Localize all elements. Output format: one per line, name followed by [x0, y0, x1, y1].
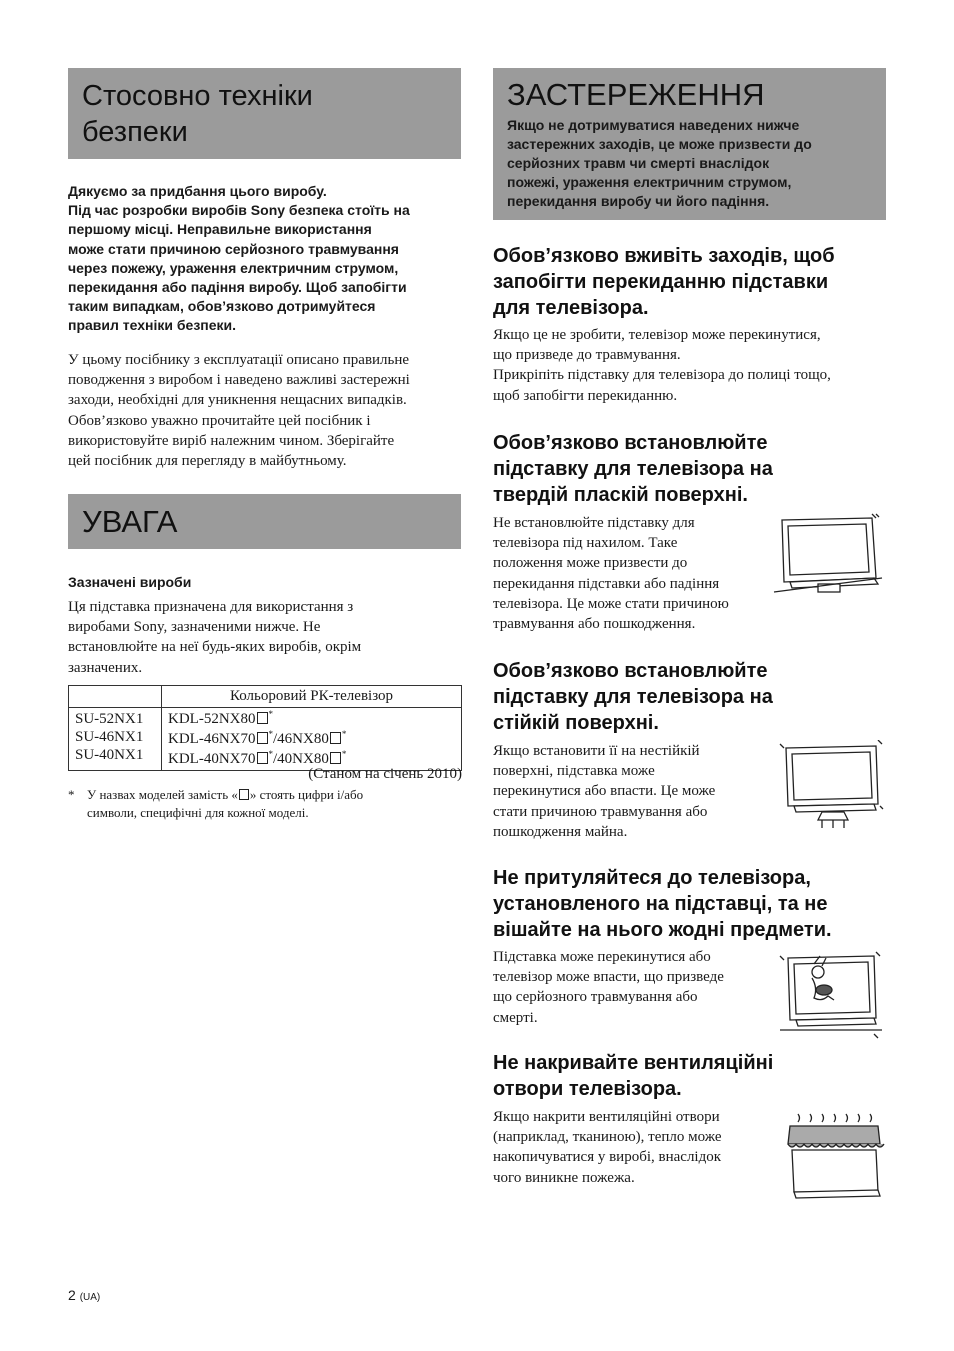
attention-title: УВАГА: [82, 504, 178, 539]
placeholder-box-icon: [257, 732, 268, 744]
warning-text: Якщо не дотримуватися наведених нижче застережних заходів, це може призвести до серйозних травм чи смерті внаслідок пожежі, ураження електричним струмом, перекидання виробу чи його падіння.: [507, 117, 812, 209]
intro-body-block: У цьому посібнику з експлуатації описано правильне поводження з виробом і наведено важливі застережні заходи, необхідні для уникнення нещасних випадків. Обов’язково уважно прочитайте цей посібник і використовуйте виріб належним чином. Зберігайте цей посібник для перегляду в майбутньому.: [68, 352, 410, 470]
as-of-date: (Станом на січень 2010): [308, 766, 462, 782]
footnote: * У назвах моделей замість « » стоять цифри і/або символи, специфічні для кожної моделі.: [68, 787, 364, 820]
covered-vents-tv-illustration: [782, 1110, 886, 1202]
section-heading: Обов’язково встановлюйте підставку для телевізора на твердій пласкій поверхні.: [493, 432, 773, 506]
safety-banner: [68, 68, 461, 159]
table-row: [69, 708, 462, 771]
products-body: Ця підставка призначена для використання з виробами Sony, зазначеними нижче. Не встановлюйте на неї будь-яких виробів, окрім зазначених.: [68, 599, 362, 676]
section-body: Якщо накрити вентиляційні отвори (наприклад, тканиною), тепло може накопичуватися у виробі, внаслідок чого виникне пожежа.: [493, 1109, 722, 1186]
products-heading: Зазначені вироби: [68, 574, 192, 590]
footnote-mark: *: [68, 787, 75, 802]
placeholder-box-icon: [257, 752, 268, 764]
models-table-wrap: [68, 685, 462, 771]
section-heading: Не накривайте вентиляційні отвори телевізора.: [493, 1052, 774, 1100]
table-header-row: [69, 686, 462, 708]
section-body: Якщо це не зробити, телевізор може перекинутися, що призведе до травмування. Прикріпіть підставку для телевізора до полиці тощо, щоб запобігти перекиданню.: [493, 327, 831, 404]
table-empty-cell: [69, 686, 162, 708]
section-heading: Не притуляйтеся до телевізора, установленого на підставці, та не вішайте на нього жодні предмети.: [493, 867, 832, 941]
tv-models-cell: KDL-52NX80 * KDL-46NX70 */46NX80 * KDL-40NX70 */40NX80 *: [162, 708, 462, 771]
placeholder-box-icon: [330, 752, 341, 764]
attention-banner: [68, 494, 461, 549]
section-body: Не встановлюйте підставку для телевізора під нахилом. Таке положення може призвести до перекидання підставки або падіння телевізора. Це може стати причиною травмування або пошкодження.: [493, 515, 729, 633]
unstable-stand-tv-illustration: [778, 740, 884, 830]
stand-models-cell: SU-52NX1 SU-46NX1 SU-40NX1: [69, 708, 162, 771]
placeholder-box-icon: [239, 789, 249, 800]
placeholder-box-icon: [257, 712, 268, 724]
warning-title: ЗАСТЕРЕЖЕННЯ: [507, 77, 765, 112]
warning-banner: [493, 68, 886, 220]
section-heading: Обов’язково встановлюйте підставку для телевізора на стійкій поверхні.: [493, 660, 773, 734]
section-heading: Обов’язково вживіть заходів, щоб запобігти перекиданню підставки для телевізора.: [493, 245, 835, 319]
intro-bold-block: Дякуємо за придбання цього виробу. Під час розробки виробів Sony безпека стоїть на першому місці. Неправильне використання може стати причиною серйозного травмування через пожежу, ураження електричним струмом, перекидання або падіння виробу. Щоб запобігти таким випадкам, обов’язково дотримуйтеся правил техніки безпеки.: [68, 183, 410, 334]
placeholder-box-icon: [330, 732, 341, 744]
page-number: 2 (UA): [68, 1287, 101, 1303]
child-hanging-tv-illustration: [778, 950, 884, 1040]
section-body: Якщо встановити її на нестійкій поверхні, підставка може перекинутися або впасти. Це може стати причиною травмування або пошкодження майна.: [493, 743, 716, 840]
table-header-cell: Кольоровий РК-телевізор: [162, 686, 462, 708]
tilted-tv-illustration: [772, 512, 884, 594]
models-table: [68, 685, 462, 771]
safety-title: Стосовно техніки безпеки: [82, 80, 313, 148]
section-body: Підставка може перекинутися або телевізор може впасти, що призведе що серйозного травмування або смерті.: [493, 949, 724, 1026]
section-tip-over: [493, 243, 893, 406]
